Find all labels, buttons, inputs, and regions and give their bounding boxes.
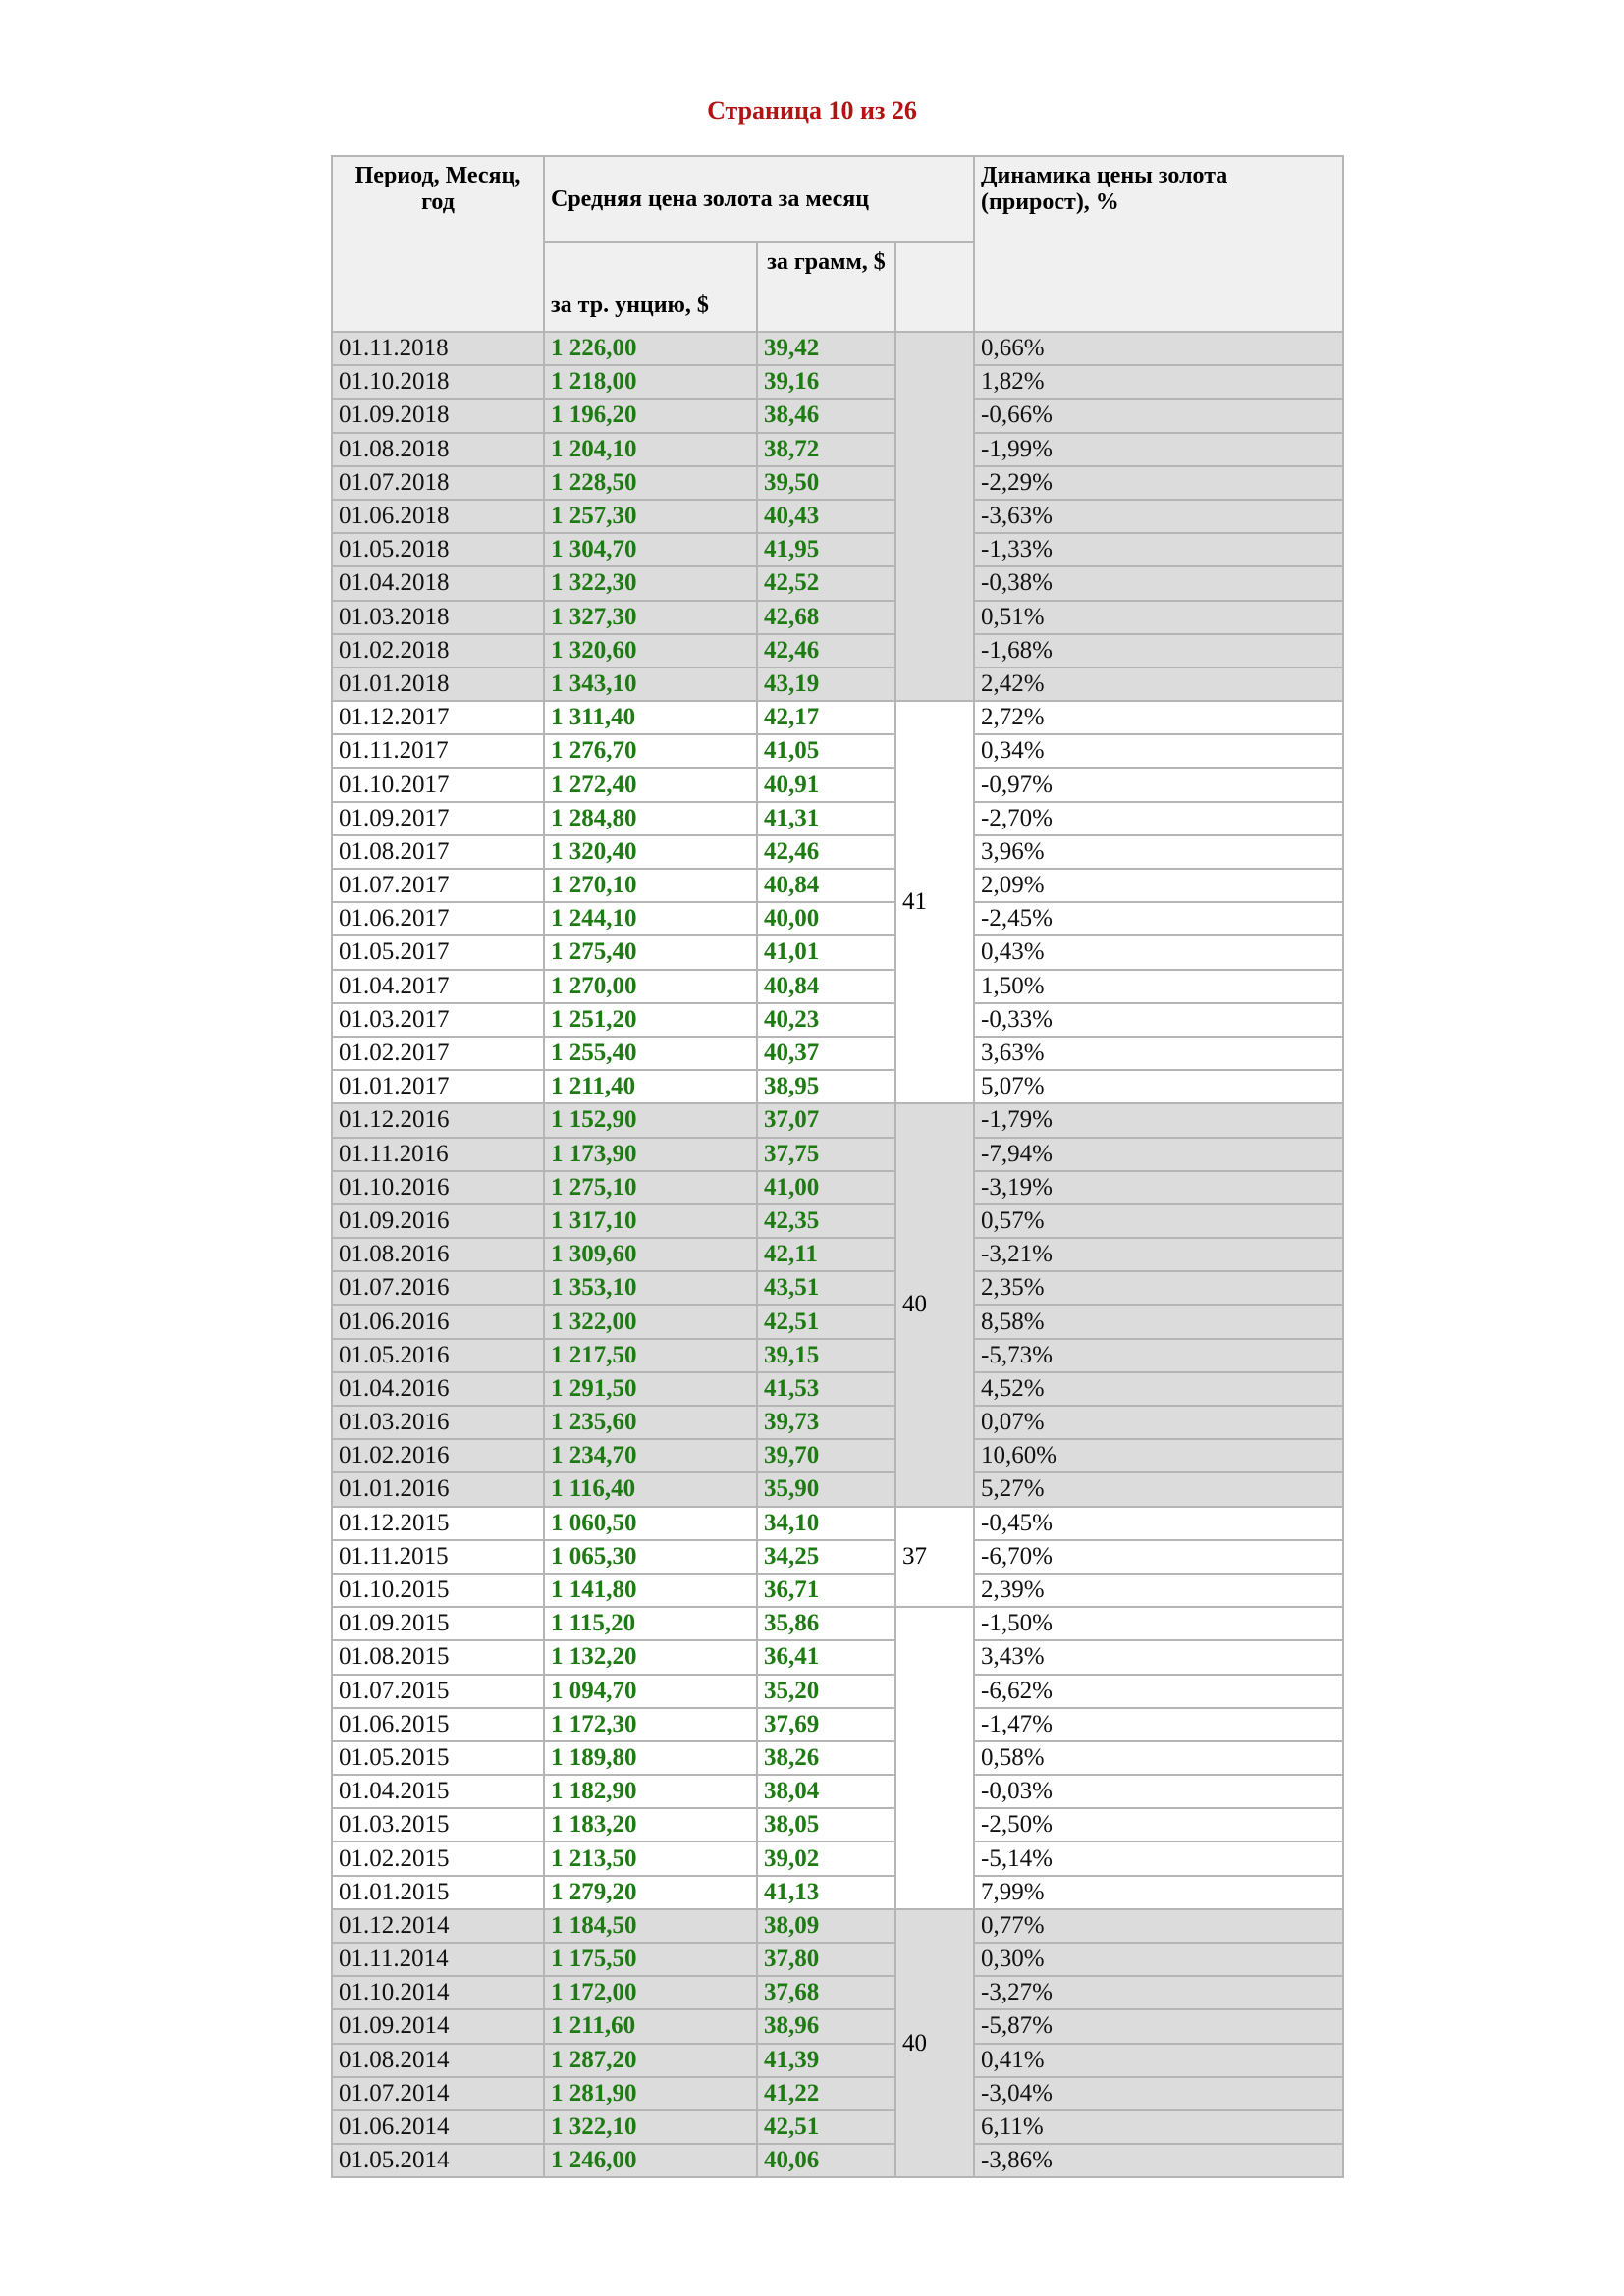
cell-price-gram: 36,41 — [757, 1640, 895, 1674]
cell-dynamics: 8,58% — [974, 1305, 1343, 1338]
cell-dynamics: 1,50% — [974, 970, 1343, 1003]
header-per-ounce: за тр. унцию, $ — [544, 242, 757, 332]
cell-price-ounce: 1 270,00 — [544, 970, 757, 1003]
cell-date: 01.05.2017 — [332, 935, 544, 969]
table-row — [332, 1675, 1343, 1708]
table-row — [332, 2044, 1343, 2077]
cell-date: 01.01.2017 — [332, 1070, 544, 1103]
cell-date: 01.02.2018 — [332, 634, 544, 667]
cell-price-ounce: 1 211,60 — [544, 2009, 757, 2043]
table-row — [332, 935, 1343, 969]
cell-price-ounce: 1 275,10 — [544, 1171, 757, 1204]
table-row — [332, 365, 1343, 399]
cell-price-ounce: 1 234,70 — [544, 1439, 757, 1472]
cell-price-gram: 43,51 — [757, 1271, 895, 1305]
cell-price-gram: 37,80 — [757, 1943, 895, 1976]
table-row — [332, 1574, 1343, 1607]
cell-date: 01.07.2018 — [332, 466, 544, 500]
cell-date: 01.08.2016 — [332, 1238, 544, 1271]
cell-extra: 37 — [895, 1507, 974, 1608]
cell-dynamics: 5,07% — [974, 1070, 1343, 1103]
table-row — [332, 1943, 1343, 1976]
cell-price-gram: 38,04 — [757, 1775, 895, 1808]
table-row — [332, 1070, 1343, 1103]
table-row — [332, 1808, 1343, 1842]
cell-price-ounce: 1 172,00 — [544, 1976, 757, 2009]
cell-dynamics: -5,73% — [974, 1339, 1343, 1372]
cell-price-ounce: 1 353,10 — [544, 1271, 757, 1305]
cell-price-ounce: 1 270,10 — [544, 869, 757, 902]
cell-price-gram: 40,06 — [757, 2144, 895, 2177]
table-row — [332, 768, 1343, 801]
cell-price-ounce: 1 235,60 — [544, 1406, 757, 1439]
table-row — [332, 1708, 1343, 1741]
table-row — [332, 2110, 1343, 2144]
table-row — [332, 1640, 1343, 1674]
table-row — [332, 1775, 1343, 1808]
cell-price-gram: 40,00 — [757, 902, 895, 935]
cell-price-gram: 39,70 — [757, 1439, 895, 1472]
header-per-gram: за грамм, $ — [757, 242, 895, 332]
cell-dynamics: -3,86% — [974, 2144, 1343, 2177]
cell-price-gram: 38,72 — [757, 433, 895, 466]
cell-price-gram: 37,75 — [757, 1138, 895, 1171]
cell-date: 01.10.2016 — [332, 1171, 544, 1204]
table-row — [332, 1171, 1343, 1204]
cell-price-gram: 41,31 — [757, 802, 895, 835]
cell-price-gram: 39,16 — [757, 365, 895, 399]
cell-price-ounce: 1 115,20 — [544, 1607, 757, 1640]
cell-dynamics: 2,72% — [974, 701, 1343, 734]
cell-price-ounce: 1 291,50 — [544, 1372, 757, 1406]
cell-date: 01.03.2016 — [332, 1406, 544, 1439]
cell-date: 01.12.2014 — [332, 1909, 544, 1943]
cell-date: 01.06.2017 — [332, 902, 544, 935]
cell-price-gram: 34,10 — [757, 1507, 895, 1540]
cell-dynamics: 3,43% — [974, 1640, 1343, 1674]
cell-extra: 40 — [895, 1909, 974, 2178]
cell-price-gram: 41,39 — [757, 2044, 895, 2077]
cell-price-gram: 42,46 — [757, 835, 895, 869]
cell-price-ounce: 1 213,50 — [544, 1842, 757, 1875]
header-period: Период, Месяц, год — [332, 156, 544, 332]
cell-price-ounce: 1 196,20 — [544, 399, 757, 432]
cell-date: 01.08.2018 — [332, 433, 544, 466]
cell-date: 01.03.2018 — [332, 601, 544, 634]
cell-price-ounce: 1 173,90 — [544, 1138, 757, 1171]
cell-dynamics: -0,38% — [974, 566, 1343, 600]
cell-price-gram: 41,53 — [757, 1372, 895, 1406]
cell-dynamics: -3,04% — [974, 2077, 1343, 2110]
table-row — [332, 802, 1343, 835]
cell-price-ounce: 1 217,50 — [544, 1339, 757, 1372]
cell-price-gram: 38,05 — [757, 1808, 895, 1842]
cell-price-ounce: 1 309,60 — [544, 1238, 757, 1271]
cell-dynamics: -1,99% — [974, 433, 1343, 466]
cell-dynamics: 0,34% — [974, 734, 1343, 768]
table-row — [332, 500, 1343, 533]
cell-date: 01.03.2015 — [332, 1808, 544, 1842]
table-row — [332, 634, 1343, 667]
cell-dynamics: 0,30% — [974, 1943, 1343, 1976]
cell-price-ounce: 1 311,40 — [544, 701, 757, 734]
cell-price-ounce: 1 246,00 — [544, 2144, 757, 2177]
table-row — [332, 970, 1343, 1003]
cell-price-ounce: 1 317,10 — [544, 1204, 757, 1238]
cell-price-ounce: 1 172,30 — [544, 1708, 757, 1741]
cell-dynamics: -3,27% — [974, 1976, 1343, 2009]
cell-date: 01.03.2017 — [332, 1003, 544, 1037]
cell-dynamics: -0,33% — [974, 1003, 1343, 1037]
cell-price-gram: 36,71 — [757, 1574, 895, 1607]
cell-price-ounce: 1 065,30 — [544, 1540, 757, 1574]
cell-extra: 40 — [895, 1103, 974, 1506]
cell-date: 01.12.2015 — [332, 1507, 544, 1540]
cell-dynamics: -0,45% — [974, 1507, 1343, 1540]
cell-dynamics: 0,77% — [974, 1909, 1343, 1943]
cell-price-gram: 35,20 — [757, 1675, 895, 1708]
cell-dynamics: 0,58% — [974, 1741, 1343, 1775]
table-row — [332, 533, 1343, 566]
cell-price-gram: 41,13 — [757, 1876, 895, 1909]
cell-price-gram: 38,46 — [757, 399, 895, 432]
table-row — [332, 1540, 1343, 1574]
cell-date: 01.07.2014 — [332, 2077, 544, 2110]
table-row — [332, 835, 1343, 869]
page-header: Страница 10 из 26 — [707, 96, 917, 125]
cell-date: 01.04.2018 — [332, 566, 544, 600]
table-row — [332, 601, 1343, 634]
cell-price-gram: 37,07 — [757, 1103, 895, 1137]
cell-price-ounce: 1 175,50 — [544, 1943, 757, 1976]
cell-price-gram: 40,91 — [757, 768, 895, 801]
cell-date: 01.01.2016 — [332, 1472, 544, 1506]
cell-dynamics: -6,70% — [974, 1540, 1343, 1574]
cell-dynamics: -6,62% — [974, 1675, 1343, 1708]
cell-dynamics: 2,35% — [974, 1271, 1343, 1305]
cell-extra: 41 — [895, 701, 974, 1103]
table-row — [332, 902, 1343, 935]
cell-dynamics: 5,27% — [974, 1472, 1343, 1506]
cell-price-gram: 42,11 — [757, 1238, 895, 1271]
table-row — [332, 433, 1343, 466]
cell-date: 01.06.2015 — [332, 1708, 544, 1741]
cell-dynamics: 0,57% — [974, 1204, 1343, 1238]
table-row — [332, 2077, 1343, 2110]
cell-price-gram: 39,42 — [757, 332, 895, 365]
cell-date: 01.06.2018 — [332, 500, 544, 533]
cell-price-ounce: 1 211,40 — [544, 1070, 757, 1103]
cell-date: 01.09.2017 — [332, 802, 544, 835]
cell-price-gram: 38,26 — [757, 1741, 895, 1775]
cell-date: 01.09.2015 — [332, 1607, 544, 1640]
cell-dynamics: -1,33% — [974, 533, 1343, 566]
table-row — [332, 1876, 1343, 1909]
cell-price-ounce: 1 204,10 — [544, 433, 757, 466]
table-row — [332, 2144, 1343, 2177]
cell-price-ounce: 1 218,00 — [544, 365, 757, 399]
cell-dynamics: 3,63% — [974, 1037, 1343, 1070]
cell-date: 01.08.2015 — [332, 1640, 544, 1674]
cell-price-gram: 40,84 — [757, 869, 895, 902]
cell-price-ounce: 1 257,30 — [544, 500, 757, 533]
cell-date: 01.02.2017 — [332, 1037, 544, 1070]
table-row — [332, 1238, 1343, 1271]
table-row — [332, 1842, 1343, 1875]
cell-price-gram: 40,43 — [757, 500, 895, 533]
cell-price-gram: 38,96 — [757, 2009, 895, 2043]
table-row — [332, 1138, 1343, 1171]
table-row — [332, 1339, 1343, 1372]
cell-date: 01.10.2018 — [332, 365, 544, 399]
cell-dynamics: -2,45% — [974, 902, 1343, 935]
cell-date: 01.04.2016 — [332, 1372, 544, 1406]
cell-extra — [895, 1607, 974, 1909]
cell-date: 01.11.2016 — [332, 1138, 544, 1171]
cell-dynamics: -3,19% — [974, 1171, 1343, 1204]
table-row — [332, 1607, 1343, 1640]
cell-date: 01.01.2015 — [332, 1876, 544, 1909]
cell-date: 01.01.2018 — [332, 667, 544, 701]
table-row — [332, 1741, 1343, 1775]
table-row — [332, 1037, 1343, 1070]
cell-price-gram: 41,22 — [757, 2077, 895, 2110]
cell-price-gram: 42,52 — [757, 566, 895, 600]
cell-dynamics: 6,11% — [974, 2110, 1343, 2144]
header-dynamics: Динамика цены золота (прирост), % — [974, 156, 1343, 332]
cell-date: 01.11.2015 — [332, 1540, 544, 1574]
cell-date: 01.09.2016 — [332, 1204, 544, 1238]
cell-dynamics: -5,87% — [974, 2009, 1343, 2043]
cell-price-ounce: 1 284,80 — [544, 802, 757, 835]
cell-price-gram: 42,51 — [757, 1305, 895, 1338]
cell-price-ounce: 1 287,20 — [544, 2044, 757, 2077]
cell-price-gram: 42,17 — [757, 701, 895, 734]
cell-date: 01.10.2014 — [332, 1976, 544, 2009]
cell-price-ounce: 1 183,20 — [544, 1808, 757, 1842]
cell-dynamics: -1,68% — [974, 634, 1343, 667]
cell-dynamics: -1,50% — [974, 1607, 1343, 1640]
cell-price-ounce: 1 281,90 — [544, 2077, 757, 2110]
cell-date: 01.10.2015 — [332, 1574, 544, 1607]
table-row — [332, 1507, 1343, 1540]
table-row — [332, 332, 1343, 365]
cell-date: 01.05.2015 — [332, 1741, 544, 1775]
cell-price-gram: 40,23 — [757, 1003, 895, 1037]
cell-price-ounce: 1 276,70 — [544, 734, 757, 768]
cell-date: 01.12.2017 — [332, 701, 544, 734]
table-row — [332, 667, 1343, 701]
cell-date: 01.11.2017 — [332, 734, 544, 768]
cell-dynamics: -2,70% — [974, 802, 1343, 835]
cell-date: 01.09.2018 — [332, 399, 544, 432]
table-row — [332, 1305, 1343, 1338]
cell-price-gram: 37,69 — [757, 1708, 895, 1741]
cell-dynamics: 10,60% — [974, 1439, 1343, 1472]
cell-dynamics: -0,66% — [974, 399, 1343, 432]
header-average-price: Средняя цена золота за месяц — [544, 156, 974, 242]
cell-price-ounce: 1 275,40 — [544, 935, 757, 969]
cell-price-ounce: 1 343,10 — [544, 667, 757, 701]
table-row — [332, 1976, 1343, 2009]
cell-price-gram: 39,02 — [757, 1842, 895, 1875]
table-row — [332, 1003, 1343, 1037]
cell-price-ounce: 1 255,40 — [544, 1037, 757, 1070]
cell-price-ounce: 1 132,20 — [544, 1640, 757, 1674]
cell-dynamics: -3,21% — [974, 1238, 1343, 1271]
cell-price-gram: 35,86 — [757, 1607, 895, 1640]
cell-dynamics: 0,66% — [974, 332, 1343, 365]
table-row — [332, 1472, 1343, 1506]
cell-price-ounce: 1 322,10 — [544, 2110, 757, 2144]
table-row — [332, 1372, 1343, 1406]
cell-price-gram: 41,05 — [757, 734, 895, 768]
cell-price-ounce: 1 244,10 — [544, 902, 757, 935]
cell-price-ounce: 1 228,50 — [544, 466, 757, 500]
cell-price-ounce: 1 184,50 — [544, 1909, 757, 1943]
cell-price-gram: 40,37 — [757, 1037, 895, 1070]
cell-price-gram: 37,68 — [757, 1976, 895, 2009]
cell-price-ounce: 1 327,30 — [544, 601, 757, 634]
cell-price-gram: 42,35 — [757, 1204, 895, 1238]
cell-date: 01.09.2014 — [332, 2009, 544, 2043]
cell-price-gram: 42,46 — [757, 634, 895, 667]
table-row — [332, 1909, 1343, 1943]
cell-price-ounce: 1 060,50 — [544, 1507, 757, 1540]
cell-date: 01.11.2014 — [332, 1943, 544, 1976]
cell-dynamics: -2,29% — [974, 466, 1343, 500]
cell-dynamics: -0,97% — [974, 768, 1343, 801]
cell-price-gram: 34,25 — [757, 1540, 895, 1574]
cell-price-gram: 42,51 — [757, 2110, 895, 2144]
gold-price-table — [331, 155, 1344, 2178]
cell-price-ounce: 1 320,40 — [544, 835, 757, 869]
cell-dynamics: 0,41% — [974, 2044, 1343, 2077]
cell-date: 01.12.2016 — [332, 1103, 544, 1137]
cell-date: 01.05.2016 — [332, 1339, 544, 1372]
cell-dynamics: 2,42% — [974, 667, 1343, 701]
cell-dynamics: 7,99% — [974, 1876, 1343, 1909]
cell-price-gram: 39,73 — [757, 1406, 895, 1439]
cell-dynamics: -5,14% — [974, 1842, 1343, 1875]
cell-price-gram: 35,90 — [757, 1472, 895, 1506]
cell-dynamics: 2,09% — [974, 869, 1343, 902]
cell-dynamics: 2,39% — [974, 1574, 1343, 1607]
cell-price-ounce: 1 094,70 — [544, 1675, 757, 1708]
cell-price-gram: 41,01 — [757, 935, 895, 969]
cell-dynamics: -2,50% — [974, 1808, 1343, 1842]
cell-price-gram: 43,19 — [757, 667, 895, 701]
cell-date: 01.05.2018 — [332, 533, 544, 566]
cell-date: 01.07.2015 — [332, 1675, 544, 1708]
cell-date: 01.04.2017 — [332, 970, 544, 1003]
table-row — [332, 1406, 1343, 1439]
cell-dynamics: -1,47% — [974, 1708, 1343, 1741]
cell-dynamics: 0,43% — [974, 935, 1343, 969]
cell-date: 01.06.2016 — [332, 1305, 544, 1338]
cell-dynamics: -3,63% — [974, 500, 1343, 533]
cell-date: 01.05.2014 — [332, 2144, 544, 2177]
cell-price-gram: 42,68 — [757, 601, 895, 634]
cell-date: 01.11.2018 — [332, 332, 544, 365]
cell-price-ounce: 1 251,20 — [544, 1003, 757, 1037]
cell-dynamics: 0,51% — [974, 601, 1343, 634]
cell-price-ounce: 1 304,70 — [544, 533, 757, 566]
table-row — [332, 566, 1343, 600]
cell-date: 01.04.2015 — [332, 1775, 544, 1808]
cell-dynamics: -7,94% — [974, 1138, 1343, 1171]
cell-price-ounce: 1 226,00 — [544, 332, 757, 365]
cell-price-ounce: 1 279,20 — [544, 1876, 757, 1909]
cell-price-ounce: 1 320,60 — [544, 634, 757, 667]
table-body — [332, 332, 1343, 2177]
cell-price-ounce: 1 182,90 — [544, 1775, 757, 1808]
cell-price-ounce: 1 116,40 — [544, 1472, 757, 1506]
cell-price-gram: 41,95 — [757, 533, 895, 566]
cell-date: 01.02.2016 — [332, 1439, 544, 1472]
cell-price-ounce: 1 272,40 — [544, 768, 757, 801]
cell-price-ounce: 1 322,00 — [544, 1305, 757, 1338]
cell-dynamics: 3,96% — [974, 835, 1343, 869]
cell-dynamics: -1,79% — [974, 1103, 1343, 1137]
cell-price-gram: 38,95 — [757, 1070, 895, 1103]
table-row — [332, 399, 1343, 432]
table-row — [332, 701, 1343, 734]
table-row — [332, 734, 1343, 768]
table-row — [332, 2009, 1343, 2043]
cell-date: 01.06.2014 — [332, 2110, 544, 2144]
header-extra — [895, 242, 974, 332]
cell-price-ounce: 1 322,30 — [544, 566, 757, 600]
table-row — [332, 869, 1343, 902]
table-row — [332, 1204, 1343, 1238]
table-row — [332, 1103, 1343, 1137]
cell-date: 01.08.2017 — [332, 835, 544, 869]
cell-date: 01.07.2017 — [332, 869, 544, 902]
cell-date: 01.02.2015 — [332, 1842, 544, 1875]
cell-price-gram: 39,50 — [757, 466, 895, 500]
cell-price-gram: 40,84 — [757, 970, 895, 1003]
table-row — [332, 1439, 1343, 1472]
cell-price-ounce: 1 152,90 — [544, 1103, 757, 1137]
cell-date: 01.10.2017 — [332, 768, 544, 801]
cell-price-ounce: 1 141,80 — [544, 1574, 757, 1607]
cell-dynamics: 0,07% — [974, 1406, 1343, 1439]
cell-dynamics: 4,52% — [974, 1372, 1343, 1406]
table-row — [332, 1271, 1343, 1305]
cell-extra — [895, 332, 974, 701]
cell-dynamics: 1,82% — [974, 365, 1343, 399]
cell-price-gram: 39,15 — [757, 1339, 895, 1372]
cell-dynamics: -0,03% — [974, 1775, 1343, 1808]
cell-date: 01.07.2016 — [332, 1271, 544, 1305]
table-row — [332, 466, 1343, 500]
cell-date: 01.08.2014 — [332, 2044, 544, 2077]
cell-price-gram: 38,09 — [757, 1909, 895, 1943]
cell-price-gram: 41,00 — [757, 1171, 895, 1204]
cell-price-ounce: 1 189,80 — [544, 1741, 757, 1775]
